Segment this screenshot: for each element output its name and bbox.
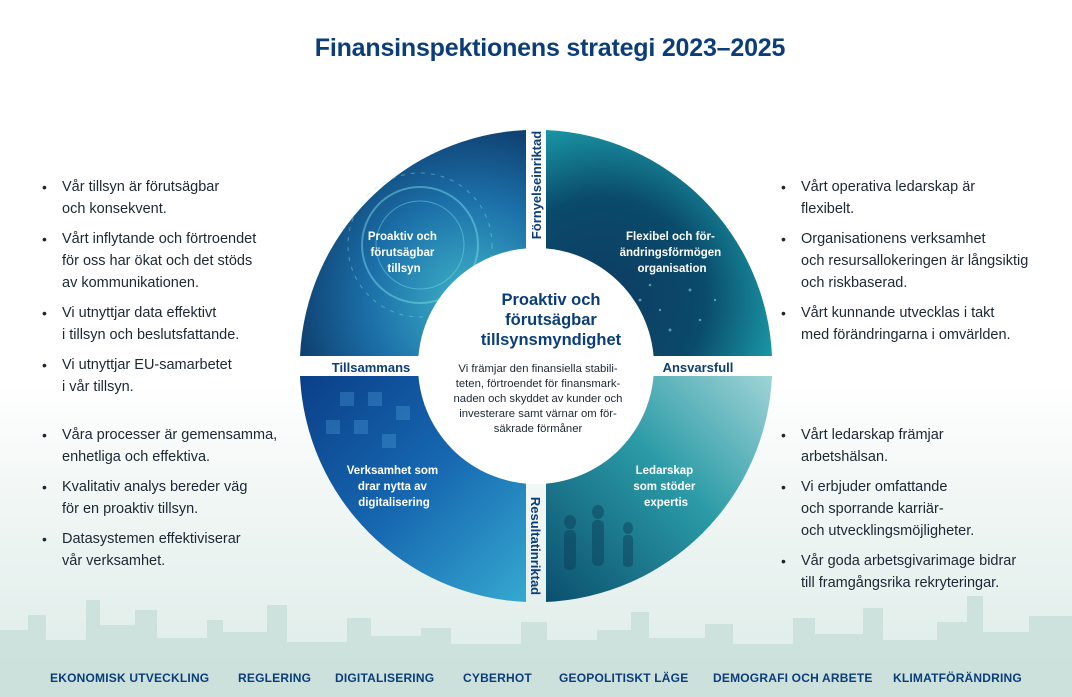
footer-item: REGLERING [238, 671, 312, 685]
footer-item: DEMOGRAFI OCH ARBETE [713, 671, 873, 685]
axis-label-top: Förnyelseinriktad [529, 130, 544, 240]
axis-label-right: Ansvarsfull [662, 360, 734, 375]
footer-item: GEOPOLITISKT LÄGE [559, 671, 689, 685]
list-item: • Vår goda arbetsgivarimage bidrar till framgångsrika rekryteringar. [779, 550, 1064, 594]
axis-label-bottom: Resultatinriktad [528, 496, 543, 596]
footer-item: DIGITALISERING [335, 671, 435, 685]
page-title: Finansinspektionens strategi 2023–2025 [314, 34, 786, 62]
list-item: • Datasystemen effektiviserar vår verksamhet. [40, 528, 300, 572]
footer-trends [0, 668, 1072, 688]
center-mission-text: Vi främjar den finansiella stabili- teten, förtroendet för finansmark- naden och skyddet av kunder och investerare samt värnar om för- säkrade förmåner [453, 363, 623, 435]
list-item: • Vårt operativa ledarskap är flexibelt. [779, 176, 1064, 220]
list-item: • Vårt inflytande och förtroendet för oss har ökat och det stöds av kommunikationen. [40, 228, 300, 294]
list-item: • Vi erbjuder omfattande och sporrande karriär- och utvecklingsmöjligheter. [779, 476, 1064, 542]
list-item: • Vi utnyttjar data effektivt i tillsyn och beslutsfattande. [40, 302, 300, 346]
list-item: • Vår tillsyn är förutsägbar och konsekvent. [40, 176, 300, 220]
list-item: • Vårt kunnande utvecklas i takt med förändringarna i omvärlden. [779, 302, 1064, 346]
axis-label-left: Tillsammans [331, 360, 411, 375]
footer-item: KLIMATFÖRÄNDRING [893, 671, 1022, 685]
list-item: • Vi utnyttjar EU-samarbetet i vår tillsyn. [40, 354, 300, 398]
quadrant-label-bottom-left: Verksamhet som drar nytta av digitalisering [346, 465, 439, 509]
footer-item: CYBERHOT [463, 671, 532, 685]
list-item: • Våra processer är gemensamma, enhetliga och effektiva. [40, 424, 300, 468]
list-item: • Kvalitativ analys bereder väg för en proaktiv tillsyn. [40, 476, 300, 520]
quadrant-label-bottom-right: Ledarskap som stöder expertis [633, 465, 696, 509]
quadrant-label-top-left: Proaktiv och förutsägbar tillsyn [367, 231, 437, 275]
list-item: • Organisationens verksamhet och resursallokeringen är långsiktig och riskbaserad. [779, 228, 1064, 294]
quadrant-label-top-right: Flexibel och för- ändringsförmögen organisation [619, 231, 722, 275]
center-title: Proaktiv och förutsägbar tillsynsmyndighet [480, 291, 622, 349]
footer-item: EKONOMISK UTVECKLING [50, 671, 210, 685]
list-item: • Vårt ledarskap främjar arbetshälsan. [779, 424, 1064, 468]
